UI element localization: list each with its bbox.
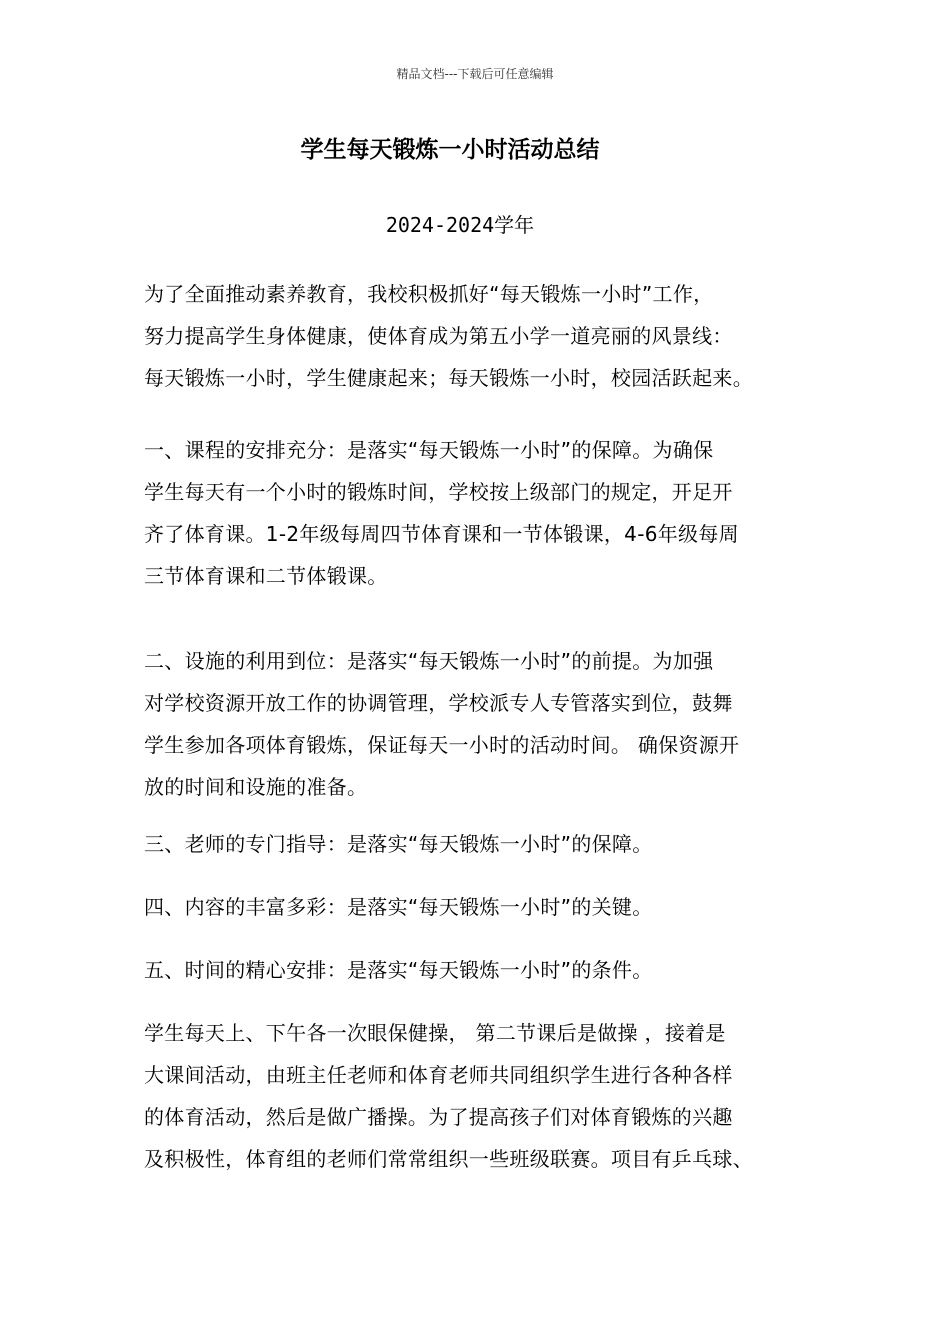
section-time-arrangement xyxy=(144,949,824,991)
section-daily-activities xyxy=(144,1012,824,1180)
document-subtitle: 2024-2024学年 xyxy=(385,213,535,237)
section-teacher-guidance xyxy=(144,823,824,865)
paragraph-line: 三、老师的专门指导：是落实“每天锻炼一小时”的保障。 xyxy=(144,832,653,856)
paragraph-line: 的体育活动，然后是做广播操。为了提高孩子们对体育锻炼的兴趣 xyxy=(144,1105,733,1129)
paragraph-line: 每天锻炼一小时，学生健康起来；每天锻炼一小时，校园活跃起来。 xyxy=(144,366,753,390)
header-note: 精品文档---下载后可任意编辑 xyxy=(396,67,554,81)
paragraph-line: 学生每天上、下午各一次眼保健操， 第二节课后是做操 ，接着是 xyxy=(144,1021,726,1045)
paragraph-line: 四、内容的丰富多彩：是落实“每天锻炼一小时”的关键。 xyxy=(144,895,653,919)
intro-paragraph xyxy=(144,273,824,399)
paragraph-line: 放的时间和设施的准备。 xyxy=(144,775,368,799)
document-title: 学生每天锻炼一小时活动总结 xyxy=(300,137,600,163)
paragraph-line: 五、时间的精心安排：是落实“每天锻炼一小时”的条件。 xyxy=(144,958,653,982)
paragraph-line: 齐了体育课。1-2年级每周四节体育课和一节体锻课，4-6年级每周 xyxy=(144,522,739,546)
paragraph-line: 大课间活动，由班主任老师和体育老师共同组织学生进行各种各样 xyxy=(144,1063,733,1087)
paragraph-line: 三节体育课和二节体锻课。 xyxy=(144,564,388,588)
paragraph-line: 学生参加各项体育锻炼，保证每天一小时的活动时间。 确保资源开 xyxy=(144,733,740,757)
paragraph-line: 二、设施的利用到位：是落实“每天锻炼一小时”的前提。为加强 xyxy=(144,649,714,673)
paragraph-line: 及积极性，体育组的老师们常常组织一些班级联赛。项目有乒乓球、 xyxy=(144,1147,753,1171)
paragraph-line: 为了全面推动素养教育，我校积极抓好“每天锻炼一小时”工作， xyxy=(144,282,714,306)
paragraph-line: 努力提高学生身体健康，使体育成为第五小学一道亮丽的风景线： xyxy=(144,324,733,348)
paragraph-line: 对学校资源开放工作的协调管理，学校派专人专管落实到位，鼓舞 xyxy=(144,691,733,715)
section-content-variety xyxy=(144,886,824,928)
paragraph-line: 一、课程的安排充分：是落实“每天锻炼一小时”的保障。为确保 xyxy=(144,438,714,462)
paragraph-line: 学生每天有一个小时的锻炼时间，学校按上级部门的规定，开足开 xyxy=(144,480,733,504)
section-course-arrangement xyxy=(144,429,824,597)
section-facility-use xyxy=(144,640,824,808)
